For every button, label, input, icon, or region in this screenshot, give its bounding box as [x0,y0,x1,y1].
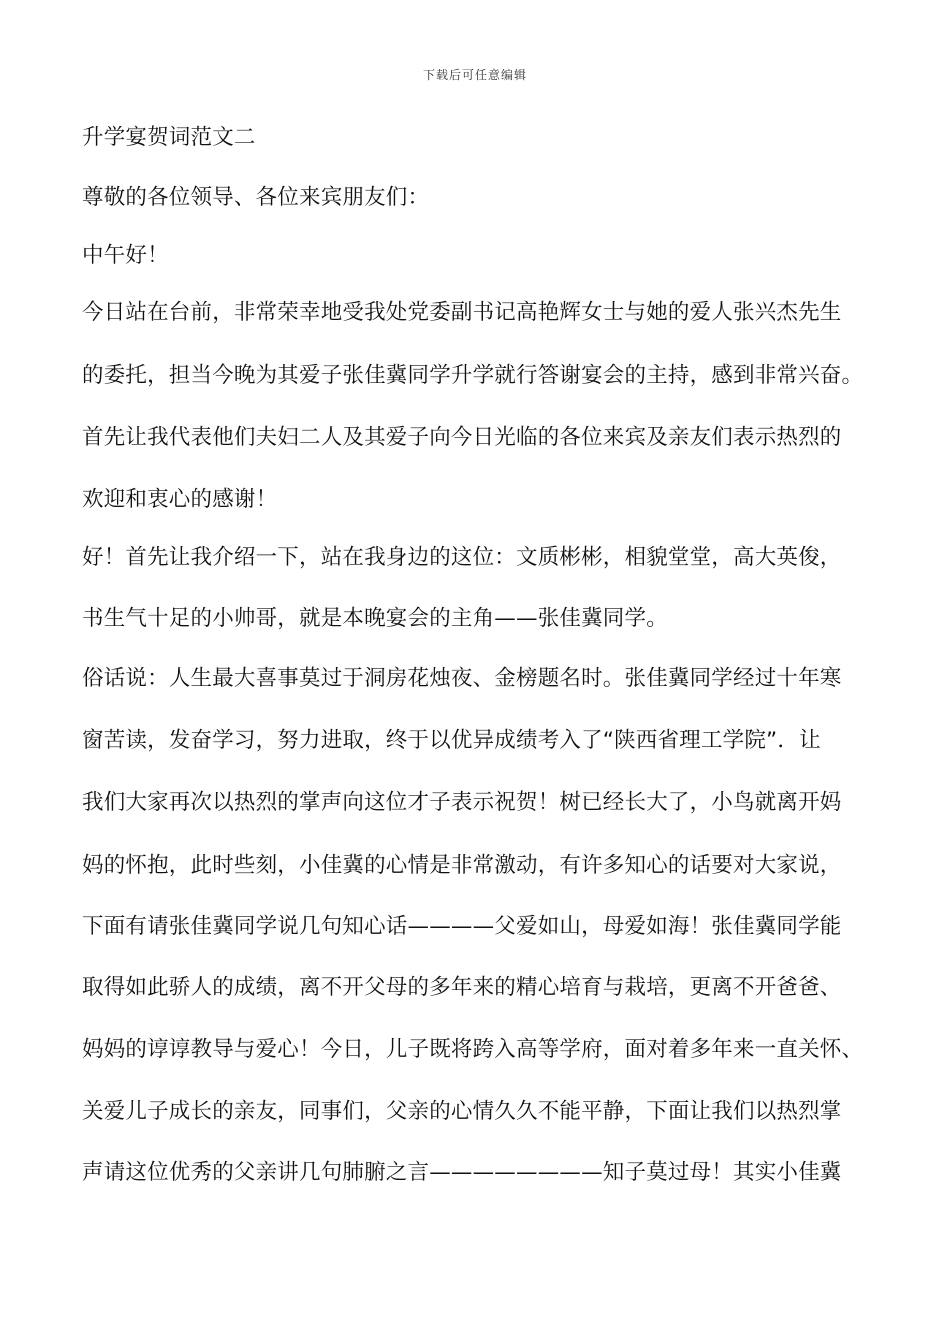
body-line: 好！首先让我介绍一下，站在我身边的这位：文质彬彬，相貌堂堂，高大英俊， [82,545,842,570]
body-line: 今日站在台前，非常荣幸地受我处党委副书记高艳辉女士与她的爱人张兴杰先生 [82,300,842,325]
body-line: 妈的怀抱，此时些刻，小佳冀的心情是非常激动，有许多知心的话要对大家说， [82,853,842,878]
body-line: 首先让我代表他们夫妇二人及其爱子向今日光临的各位来宾及亲友们表示热烈的 [82,425,842,450]
body-line: 下面有请张佳冀同学说几句知心话————父爱如山，母爱如海！张佳冀同学能 [82,914,842,939]
body-line: 取得如此骄人的成绩，离不开父母的多年来的精心培育与栽培，更离不开爸爸、 [82,975,842,1000]
document-title: 升学宴贺词范文二 [82,125,256,150]
body-line: 窗苦读，发奋学习，努力进取，终于以优异成绩考入了“陕西省理工学院”．让 [82,728,821,753]
body-line: 关爱儿子成长的亲友，同事们，父亲的心情久久不能平静，下面让我们以热烈掌 [82,1099,842,1124]
body-line: 的委托，担当今晚为其爱子张佳冀同学升学就行答谢宴会的主持，感到非常兴奋。 [82,363,864,388]
body-line: 声请这位优秀的父亲讲几句肺腑之言————————知子莫过母！其实小佳冀 [82,1160,842,1185]
greeting-line: 中午好！ [82,243,169,268]
body-line: 俗话说：人生最大喜事莫过于洞房花烛夜、金榜题名时。张佳冀同学经过十年寒 [82,666,842,691]
salutation-line: 尊敬的各位领导、各位来宾朋友们： [82,185,430,210]
body-line: 我们大家再次以热烈的掌声向这位才子表示祝贺！树已经长大了，小鸟就离开妈 [82,790,842,815]
body-line: 欢迎和衷心的感谢！ [82,487,278,512]
body-line: 书生气十足的小帅哥，就是本晚宴会的主角——张佳冀同学。 [82,606,668,631]
header-note: 下载后可任意编辑 [422,68,527,82]
body-line: 妈妈的谆谆教导与爱心！今日，儿子既将跨入高等学府，面对着多年来一直关怀、 [82,1037,864,1062]
